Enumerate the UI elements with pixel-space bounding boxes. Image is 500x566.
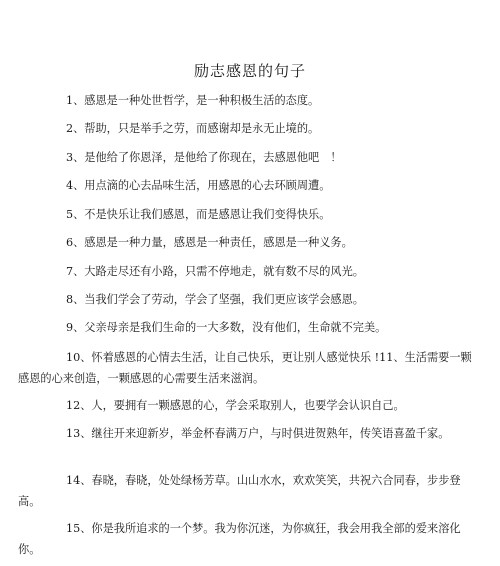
sentence-6: 6、感恩是一种力量，感恩是一种责任，感恩是一种义务。	[66, 236, 353, 249]
sentence-3: 3、是他给了你恩泽，是他给了你现在，去感恩他吧 ！	[66, 151, 342, 164]
sentence-4: 4、用点滴的心去品味生活，用感恩的心去环顾周遭。	[66, 179, 331, 192]
sentence-9: 9、父亲母亲是我们生命的一大多数，没有他们，生命就不完美。	[66, 321, 387, 334]
sentence-12: 12、人，要拥有一颗感恩的心，学会采取别人，也要学会认识自己。	[66, 399, 405, 412]
sentence-8: 8、当我们学会了劳动，学会了坚强，我们更应该学会感恩。	[66, 293, 364, 306]
document-title: 励志感恩的句子	[193, 62, 306, 80]
sentence-14: 14、春晓，春晓，处处绿杨芳草。山山水水，欢欢笑笑，共祝六合同春，步步登高。	[18, 474, 461, 508]
sentence-10-11: 10、怀着感恩的心情去生活，让自己快乐，更让别人感觉快乐 !11、生活需要一颗感恩的心来创造，一颗感恩的心需要生活来滋润。	[18, 351, 472, 385]
sentence-13: 13、继往开来迎新岁，举金杯春满万户，与时俱进贺熟年，传笑语喜盈千家。	[66, 427, 450, 440]
sentence-5: 5、不是快乐让我们感恩，而是感恩让我们变得快乐。	[66, 208, 331, 221]
sentence-7: 7、大路走尽还有小路，只需不停地走，就有数不尽的风光。	[66, 265, 364, 278]
sentence-15: 15、你是我所追求的一个梦。我为你沉迷，为你疯狂，我会用我全部的爱来溶化你。	[18, 522, 461, 556]
sentence-1: 1、感恩是一种处世哲学，是一种积极生活的态度。	[66, 94, 320, 107]
sentence-2: 2、帮助，只是举手之劳，而感谢却是永无止境的。	[66, 122, 320, 135]
